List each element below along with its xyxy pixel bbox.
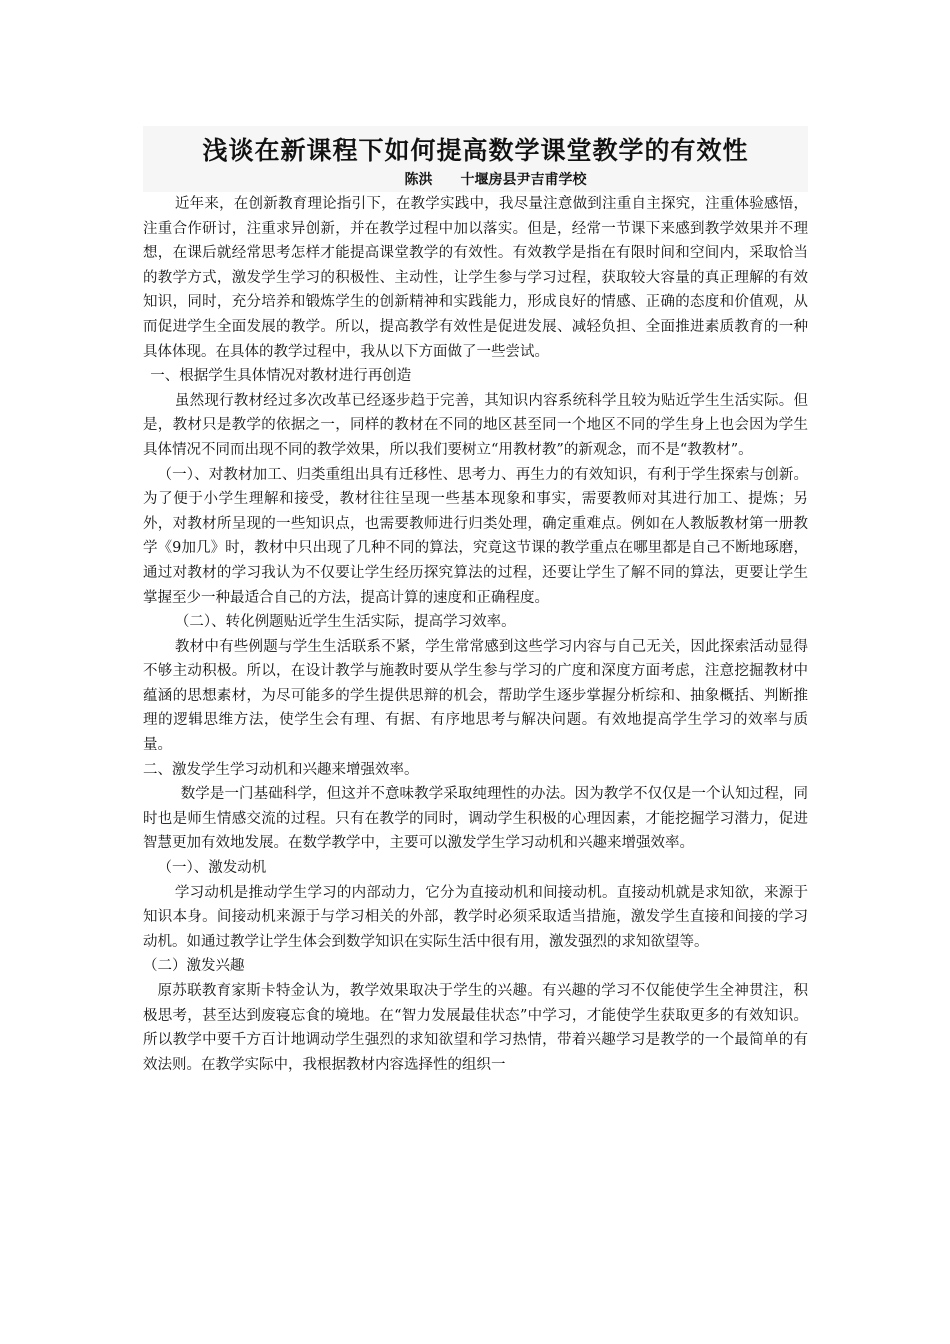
section-heading-1: 一、根据学生具体情况对教材进行再创造 (150, 368, 412, 385)
document-page (143, 126, 808, 1077)
author-name: 陈洪 (404, 172, 433, 188)
section-heading-2: 二、激发学生学习动机和兴趣来增强效率。 (143, 761, 419, 778)
subsection-2-2-paragraph: 原苏联教育家斯卡特金认为，教学效果取决于学生的兴趣。有兴趣的学习不仅能使学生全神贯注，积极思考，甚至达到废寝忘食的境地。在“智力发展最佳状态”中学习，才能使学生获取更多的有效知识。所以教学中要千方百计地调动学生强烈的求知欲望和学习热情，带着兴趣学习是教学的一个最简单的有效法则。在教学实际中，我根据教材内容选择性的组织一 (143, 983, 808, 1073)
subsection-1-2-paragraph: 教材中有些例题与学生生活联系不紧，学生常常感到这些学习内容与自己无关，因此探索活动显得不够主动积极。所以，在设计教学与施教时要从学生参与学习的广度和深度方面考虑，注意挖掘教材中蕴涵的思想素材，为尽可能多的学生提供思辩的机会，帮助学生逐步掌握分析综和、抽象概括、判断推理的逻辑思维方法，使学生会有理、有据、有序地思考与解决问题。有效地提高学生学习的效率与质量。 (143, 638, 808, 754)
school-name: 十堰房县尹吉甫学校 (460, 172, 587, 188)
subsection-heading-1-2: （二）、转化例题贴近学生生活实际，提高学习效率。 (174, 614, 516, 631)
subsection-2-1-paragraph: 学习动机是推动学生学习的内部动力，它分为直接动机和间接动机。直接动机就是求知欲，来源于知识本身。间接动机来源于与学习相关的外部，教学时必须采取适当措施，激发学生直接和间接的学习动机。如通过教学让学生体会到数学知识在实际生活中很有用，激发强烈的求知欲望等。 (143, 884, 808, 950)
subsection-heading-2-2: （二）激发兴趣 (143, 958, 245, 975)
document-title: 浅谈在新课程下如何提高数学课堂教学的有效性 (202, 136, 749, 165)
intro-paragraph: 近年来，在创新教育理论指引下，在教学实践中，我尽量注意做到注重自主探究，注重体验感悟，注重合作研讨，注重求异创新，并在教学过程中加以落实。但是，经常一节课下来感到教学效果并不理想，在课后就经常思考怎样才能提高课堂教学的有效性。有效教学是指在有限时间和空间内，采取恰当的教学方式，激发学生学习的积极性、主动性，让学生参与学习过程，获取较大容量的真正理解的有效知识，同时，充分培养和锻炼学生的创新精神和实践能力，形成良好的情感、正确的态度和价值观，从而促进学生全面发展的教学。所以，提高教学有效性是促进发展、减轻负担、全面推进素质教育的一种具体体现。在具体的教学过程中，我从以下方面做了一些尝试。 (143, 196, 808, 360)
section-1-paragraph: 虽然现行教材经过多次改革已经逐步趋于完善，其知识内容系统科学且较为贴近学生生活实际。但是，教材只是教学的依据之一，同样的教材在不同的地区甚至同一个地区不同的学生身上也会因为学生具体情况不同而出现不同的教学效果，所以我们要树立“用教材教”的新观念，而不是“教教材”。 (143, 392, 808, 458)
section-2-paragraph: 数学是一门基础科学，但这并不意味教学采取纯理性的办法。因为教学不仅仅是一个认知过程，同时也是师生情感交流的过程。只有在教学的同时，调动学生积极的心理因素，才能挖掘学习潜力，促进智慧更加有效地发展。在数学教学中，主要可以激发学生学习动机和兴趣来增强效率。 (143, 786, 808, 852)
title-band (143, 126, 808, 192)
subsection-1-1-paragraph: （一）、对教材加工、归类重组出具有迁移性、思考力、再生力的有效知识，有利于学生探索与创新。为了便于小学生理解和接受，教材往往呈现一些基本现象和事实，需要教师对其进行加工、提炼；另外，对教材所呈现的一些知识点，也需要教师进行归类处理，确定重难点。例如在人教版教材第一册教学《9加几》时，教材中只出现了几种不同的算法，究竟这节课的教学重点在哪里都是自己不断地琢磨，通过对教材的学习我认为不仅要让学生经历探究算法的过程，还要让学生了解不同的算法，更要让学生掌握至少一种最适合自己的方法，提高计算的速度和正确程度。 (143, 466, 808, 606)
subsection-heading-2-1: （一）、激发动机 (157, 860, 267, 877)
byline (143, 170, 808, 190)
